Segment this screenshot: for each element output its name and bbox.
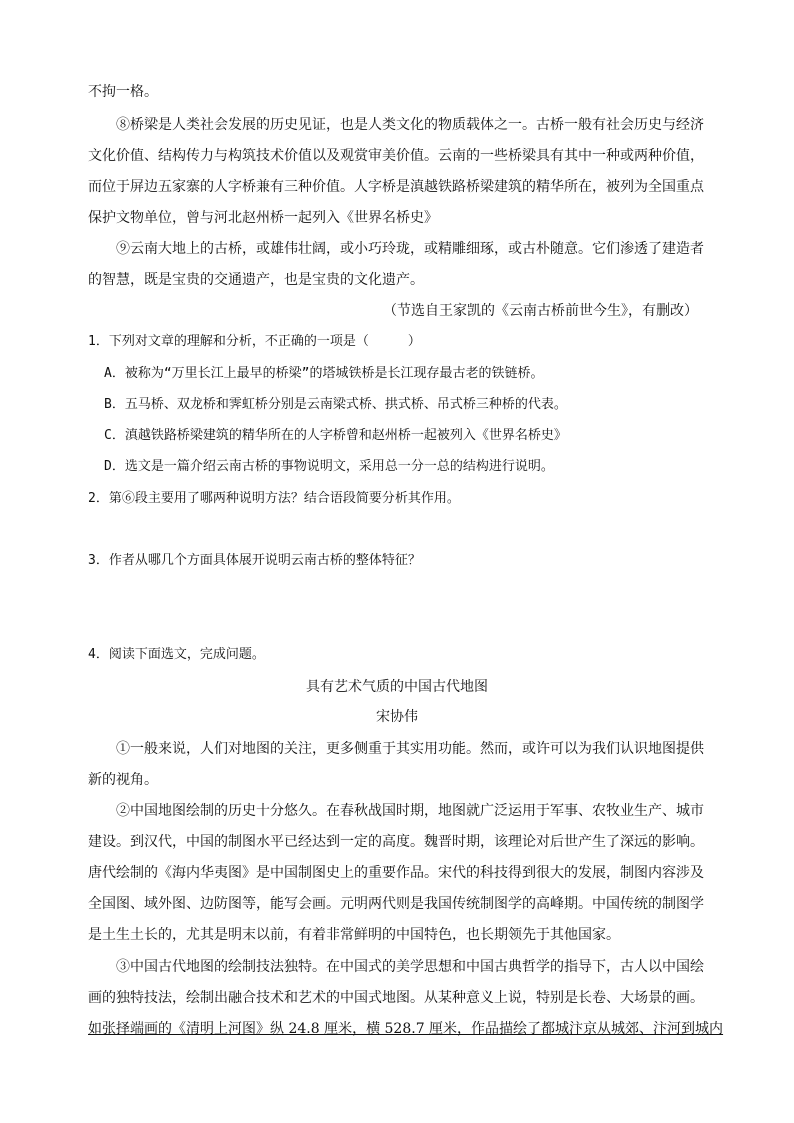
question-4: 4．阅读下面选文，完成问题。 <box>88 647 265 662</box>
passage2-line-2: ②中国地图绘制的历史十分悠久。在春秋战国时期，地图就广泛运用于军事、农牧业生产、城市 <box>116 803 704 819</box>
passage2-author: 宋协伟 <box>376 709 418 725</box>
question-1-option-b: B．五马桥、双龙桥和霁虹桥分别是云南梁式桥、拱式桥、吊式桥三种桥的代表。 <box>104 397 567 412</box>
question-1-option-c: C．滇越铁路桥梁建筑的精华所在的人字桥曾和赵州桥一起被列入《世界名桥史》 <box>104 428 567 443</box>
question-1-option-a: A．被称为“万里长江上最早的桥梁”的塔城铁桥是长江现存最古老的铁链桥。 <box>104 366 544 381</box>
passage1-line-3: 而位于屏边五家寨的人字桥兼有三种价值。人字桥是滇越铁路桥梁建筑的精华所在，被列为全国重点 <box>88 179 704 195</box>
passage2-line-1: 新的视角。 <box>88 772 158 788</box>
passage1-line-1: ⑧桥梁是人类社会发展的历史见证，也是人类文化的物质载体之一。古桥一般有社会历史与经济 <box>116 117 704 133</box>
passage1-source: （节选自王家凯的《云南古桥前世今生》，有删改） <box>383 303 698 319</box>
question-3: 3．作者从哪几个方面具体展开说明云南古桥的整体特征？ <box>88 553 421 568</box>
question-1-option-d: D．选文是一篇介绍云南古桥的事物说明文，采用总一分一总的结构进行说明。 <box>104 459 554 474</box>
passage1-line-2: 文化价值、结构传力与构筑技术价值以及观赏审美价值。云南的一些桥梁具有其中一种或两种价值， <box>88 148 704 164</box>
passage2-line-4: 唐代绘制的《海内华夷图》是中国制图史上的重要作品。宋代的科技得到很大的发展，制图内容涉及 <box>88 865 704 881</box>
passage1-line-4: 保护文物单位，曾与河北赵州桥一起列入《世界名桥史》 <box>88 210 438 226</box>
passage2-line-9: 如张择端画的《清明上河图》纵 24.8 厘米，横 528.7 厘米，作品描绘了都城汴京从城郊、汴河到城内 <box>88 1021 724 1037</box>
passage2-line-7: ③中国古代地图的绘制技法独特。在中国式的美学思想和中国古典哲学的指导下，古人以中国绘 <box>116 959 704 975</box>
passage1-line-5: ⑨云南大地上的古桥，或雄伟壮阔，或小巧玲珑，或精雕细琢，或古朴随意。它们渗透了建造者 <box>116 241 704 257</box>
passage1-line-0: 不拘一格。 <box>88 84 158 100</box>
passage2-line-0: ①一般来说，人们对地图的关注，更多侧重于其实用功能。然而，或许可以为我们认识地图提供 <box>116 741 704 757</box>
passage2-line-3: 建设。到汉代，中国的制图水平已经达到一定的高度。魏晋时期，该理论对后世产生了深远的影响。 <box>88 834 704 850</box>
passage2-line-5: 全国图、域外图、边防图等，能写会画。元明两代则是我国传统制图学的高峰期。中国传统的制图学 <box>88 896 704 912</box>
passage2-line-6: 是土生土长的，尤其是明末以前，有着非常鲜明的中国特色，也长期领先于其他国家。 <box>88 927 620 943</box>
passage2-line-8: 画的独特技法，绘制出融合技术和艺术的中国式地图。从某种意义上说，特别是长卷、大场景的画。 <box>88 990 704 1006</box>
question-2: 2．第⑥段主要用了哪两种说明方法？结合语段简要分析其作用。 <box>88 491 460 506</box>
passage2-title: 具有艺术气质的中国古代地图 <box>306 679 488 695</box>
passage1-line-6: 的智慧，既是宝贵的交通遗产，也是宝贵的文化遗产。 <box>88 272 424 288</box>
question-1: 1．下列对文章的理解和分析，不正确的一项是（ ） <box>88 334 421 349</box>
